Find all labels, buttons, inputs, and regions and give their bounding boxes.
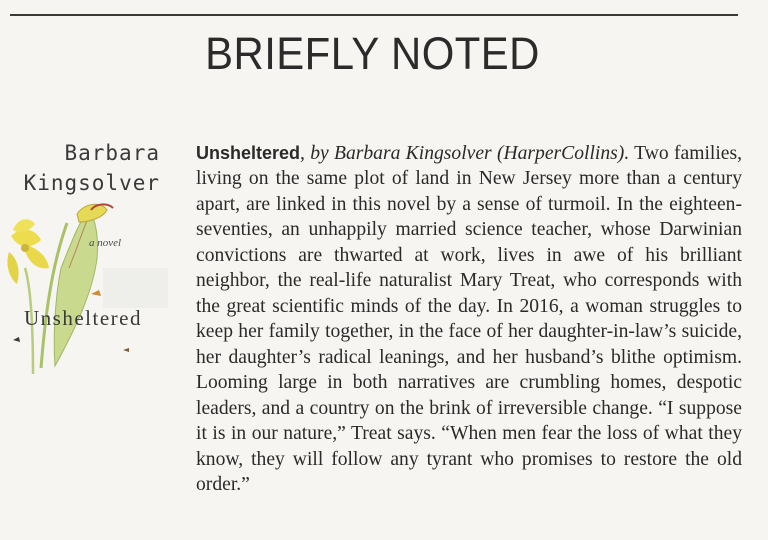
review-body: Two families, living on the same plot of land in New Jersey more than a century apart, are linked in this novel by a sense of turmoil. In the eighteen-seventies, an unhappily married science teacher, whose Darwinian convictions are thwarted at work, lives in awe of his brilliant neighbor, the real-life naturalist Mary Treat, who corresponds with the great scientific minds of the day. In 2016, a woman struggles to keep her family together, in the face of her daughter-in-law’s suicide, her daughter’s radical leanings, and her husband’s blithe optimism. Looming large in both narratives are crumbling homes, despotic leaders, and a country on the brink of irreversible change. “I suppose it is in our nature,” Treat says. “When men fear the loss of what they know, they will follow any tyrant who promises to restore the old order.” — [196, 142, 742, 496]
review-byline: , by Barbara Kingsolver (HarperCollins). — [300, 142, 630, 164]
review-paragraph — [196, 141, 742, 498]
cover-author-first: Barbara — [64, 141, 160, 165]
cover-author — [3, 138, 160, 198]
top-rule — [10, 14, 738, 16]
section-title: BRIEFLY NOTED — [205, 28, 540, 79]
book-cover — [3, 118, 168, 374]
cover-author-last: Kingsolver — [23, 171, 160, 195]
cover-subtitle: a novel — [89, 237, 122, 249]
cover-title: Unsheltered — [24, 306, 142, 330]
review-book-title: Unsheltered — [196, 142, 301, 163]
